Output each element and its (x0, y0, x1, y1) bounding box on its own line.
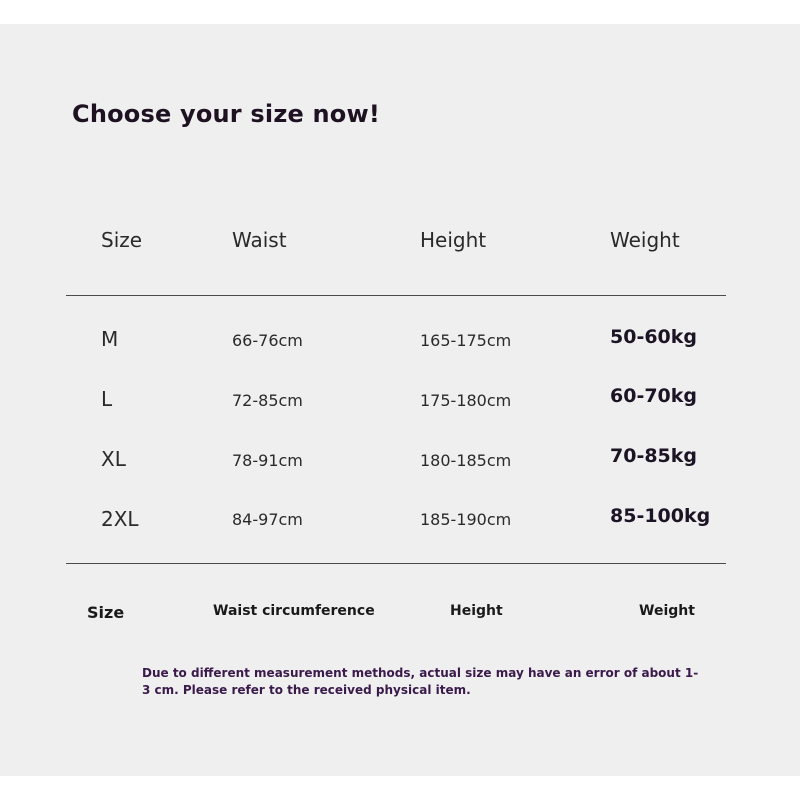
table-top-divider (66, 295, 726, 296)
height-cell: 185-190cm (420, 510, 512, 529)
height-cell: 165-175cm (420, 331, 512, 350)
size-cell: 2XL (101, 507, 139, 531)
height-cell: 175-180cm (420, 391, 512, 410)
footer-label-weight: Weight (639, 603, 695, 619)
footer-label-size: Size (87, 603, 125, 622)
waist-cell: 66-76cm (232, 331, 303, 350)
waist-cell: 84-97cm (232, 510, 303, 529)
weight-cell: 60-70kg (610, 385, 698, 407)
size-cell: L (101, 387, 113, 411)
header-waist: Waist (232, 228, 287, 252)
height-cell: 180-185cm (420, 451, 512, 470)
footer-label-waist: Waist circumference (213, 603, 375, 619)
weight-cell: 85-100kg (610, 505, 711, 527)
size-cell: M (101, 327, 119, 351)
size-cell: XL (101, 447, 126, 471)
waist-cell: 78-91cm (232, 451, 303, 470)
waist-cell: 72-85cm (232, 391, 303, 410)
weight-cell: 50-60kg (610, 326, 698, 348)
page-title: Choose your size now! (72, 100, 381, 128)
weight-cell: 70-85kg (610, 445, 698, 467)
header-size: Size (101, 228, 143, 252)
header-height: Height (420, 228, 487, 252)
measurement-note: Due to different measurement methods, actual size may have an error of about 1-3 cm. Please refer to the received physical item. (142, 666, 699, 697)
header-weight: Weight (610, 228, 680, 252)
table-bottom-divider (66, 563, 726, 564)
footer-label-height: Height (450, 603, 503, 619)
